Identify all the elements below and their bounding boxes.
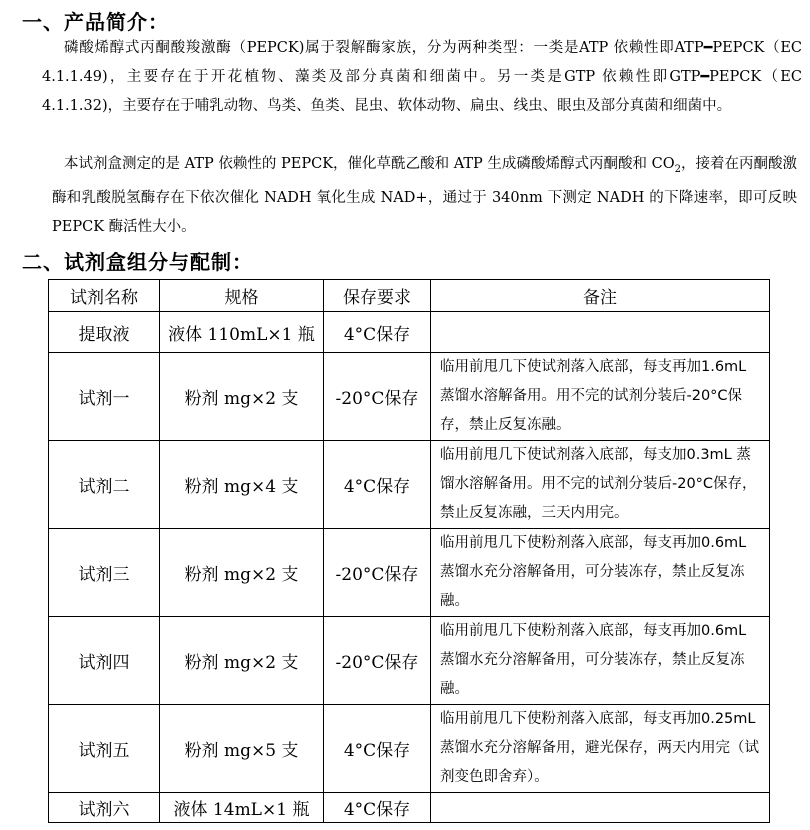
cell-name: 试剂六 xyxy=(49,793,160,823)
co2-subscript: 2 xyxy=(674,163,681,175)
intro-paragraph-1: 磷酸烯醇式丙酮酸羧激酶（PEPCK)属于裂解酶家族，分为两种类型：一类是ATP 依赖性即ATP━PEPCK（EC 4.1.1.49)，主要存在于开花植物、藻类及部分真菌和细菌中。另一类是GTP 依赖性即GTP━PEPCK（EC 4.1.1.32)，主要存在于哺乳动物、鸟类、鱼类、昆虫、软体动物、扁虫、线虫、眼虫及部分真菌和细菌中。 xyxy=(42,40,802,114)
table-row xyxy=(49,312,770,353)
table-row xyxy=(49,705,770,793)
table-row xyxy=(49,617,770,705)
table-row xyxy=(49,353,770,441)
cell-storage: 4°C保存 xyxy=(324,793,431,823)
header-spec: 规格 xyxy=(160,280,324,312)
table-row xyxy=(49,441,770,529)
cell-spec: 粉剂 mg×2 支 xyxy=(160,529,324,617)
cell-note: 临用前甩几下使粉剂落入底部，每支再加0.6mL 蒸馏水充分溶解备用，可分装冻存，禁止反复冻融。 xyxy=(431,529,770,617)
cell-name: 提取液 xyxy=(49,312,160,353)
para2-text-a: 本试剂盒测定的是 ATP 依赖性的 PEPCK，催化草酰乙酸和 ATP 生成磷酸烯醇式丙酮酸和 CO xyxy=(64,156,675,172)
header-storage: 保存要求 xyxy=(324,280,431,312)
cell-note: 临用前甩几下使粉剂落入底部，每支再加0.25mL 蒸馏水充分溶解备用，避光保存，两天内用完（试剂变色即舍弃）。 xyxy=(431,705,770,793)
table-row xyxy=(49,793,770,823)
table-row xyxy=(49,529,770,617)
cell-note: 临用前甩几下使试剂落入底部，每支加0.3mL 蒸馏水溶解备用。用不完的试剂分装后-20°C保存，禁止反复冻融，三天内用完。 xyxy=(431,441,770,529)
cell-spec: 液体 110mL×1 瓶 xyxy=(160,312,324,353)
cell-storage: -20°C保存 xyxy=(324,529,431,617)
para2-text-b: ，接着在丙酮酸激酶和乳酸脱氢酶存在下依次催化 NADH 氧化生成 NAD+，通过于 340nm 下测定 NADH 的下降速率，即可反映 PEPCK 酶活性大小。 xyxy=(52,156,797,235)
cell-spec: 液体 14mL×1 瓶 xyxy=(160,793,324,823)
intro-paragraph-2 xyxy=(52,150,797,242)
cell-name: 试剂二 xyxy=(49,441,160,529)
cell-name: 试剂四 xyxy=(49,617,160,705)
header-name: 试剂名称 xyxy=(49,280,160,312)
cell-storage: -20°C保存 xyxy=(324,353,431,441)
cell-name: 试剂一 xyxy=(49,353,160,441)
cell-storage: -20°C保存 xyxy=(324,617,431,705)
cell-storage: 4°C保存 xyxy=(324,441,431,529)
section1-title: 一、产品简介： xyxy=(22,10,169,34)
cell-spec: 粉剂 mg×5 支 xyxy=(160,705,324,793)
table-header-row xyxy=(49,280,770,312)
cell-note: 临用前甩几下使粉剂落入底部，每支再加0.6mL 蒸馏水充分溶解备用，可分装冻存，禁止反复冻融。 xyxy=(431,617,770,705)
section2-title: 二、试剂盒组分与配制： xyxy=(22,250,253,274)
header-note: 备注 xyxy=(431,280,770,312)
cell-storage: 4°C保存 xyxy=(324,705,431,793)
cell-note xyxy=(431,793,770,823)
cell-storage: 4°C保存 xyxy=(324,312,431,353)
reagent-table xyxy=(48,279,770,823)
cell-spec: 粉剂 mg×2 支 xyxy=(160,353,324,441)
cell-name: 试剂三 xyxy=(49,529,160,617)
cell-name: 试剂五 xyxy=(49,705,160,793)
cell-note: 临用前甩几下使试剂落入底部，每支再加1.6mL 蒸馏水溶解备用。用不完的试剂分装后-20°C保存，禁止反复冻融。 xyxy=(431,353,770,441)
cell-spec: 粉剂 mg×2 支 xyxy=(160,617,324,705)
cell-spec: 粉剂 mg×4 支 xyxy=(160,441,324,529)
cell-note xyxy=(431,312,770,353)
